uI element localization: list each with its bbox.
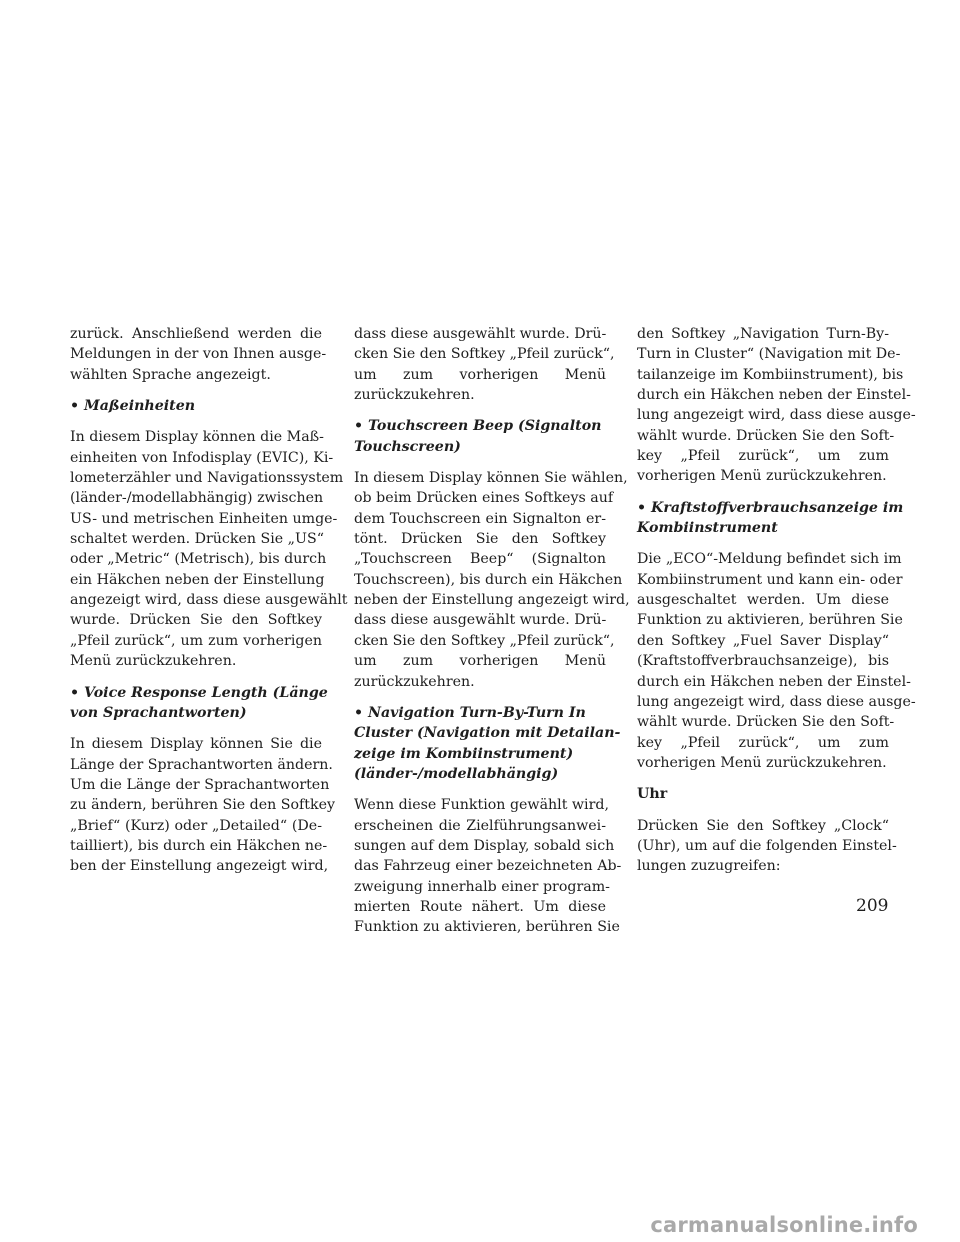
- paragraph-gap: [637, 773, 889, 784]
- text-line: wählt wurde. Drücken Sie den Soft-: [637, 714, 895, 731]
- paragraph-gap: [354, 784, 606, 795]
- text-line: ben der Einstellung angezeigt wird,: [70, 858, 329, 875]
- text-line: vorherigen Menü zurückzukehren.: [637, 468, 887, 485]
- text-line: dass diese ausgewählt wurde. Drü-: [354, 612, 607, 629]
- paragraph-gap: [637, 487, 889, 498]
- text-line: Touchscreen): [354, 438, 461, 455]
- paragraph-gap: [70, 416, 322, 427]
- text-line: zu ändern, berühren Sie den Softkey: [70, 797, 336, 814]
- text-line: wählt wurde. Drücken Sie den Soft-: [637, 427, 895, 444]
- bullet-heading: [70, 396, 322, 416]
- text-line: neben der Einstellung angezeigt wird,: [354, 592, 630, 609]
- paragraph: [70, 734, 336, 876]
- text-line: Kombiinstrument: [637, 520, 778, 537]
- text-line: wählten Sprache angezeigt.: [70, 366, 271, 383]
- text-line: angezeigt wird, dass diese ausgewählt: [70, 592, 348, 609]
- text-line: cken Sie den Softkey „Pfeil zurück“,: [354, 632, 615, 649]
- text-line: Wenn diese Funktion gewählt wird,: [354, 797, 609, 814]
- text-line: Funktion zu aktivieren, berühren Sie: [637, 612, 903, 629]
- text-line: durch ein Häkchen neben der Einstel-: [637, 387, 911, 404]
- text-line: ob beim Drücken eines Softkeys auf: [354, 490, 614, 507]
- text-line: zurückzukehren.: [354, 387, 475, 404]
- text-line: Funktion zu aktivieren, berühren Sie: [354, 919, 620, 936]
- text-line: Länge der Sprachantworten ändern.: [70, 756, 333, 773]
- text-line: den Softkey „Fuel Saver Display“: [637, 632, 889, 649]
- bullet-heading: [70, 683, 328, 724]
- text-line: oder „Metric“ (Metrisch), bis durch: [70, 551, 327, 568]
- text-line: key „Pfeil zurück“, um zum: [637, 734, 889, 751]
- paragraph: [70, 324, 327, 385]
- text-line: Uhr: [637, 786, 668, 803]
- paragraph: [354, 468, 630, 692]
- text-line: Kombiinstrument und kann ein- oder: [637, 571, 903, 588]
- column-left: [70, 324, 348, 877]
- paragraph: [70, 427, 348, 671]
- paragraph-gap: [354, 405, 606, 416]
- text-line: „Brief“ (Kurz) oder „Detailed“ (De-: [70, 817, 322, 834]
- text-line: „Pfeil zurück“, um zum vorherigen: [70, 632, 322, 649]
- text-line: erscheinen die Zielführungsanwei-: [354, 817, 606, 834]
- paragraph: [354, 795, 622, 937]
- text-line: um zum vorherigen Menü: [354, 653, 606, 670]
- text-line: tailliert), bis durch ein Häkchen ne-: [70, 837, 328, 854]
- text-line: sungen auf dem Display, sobald sich: [354, 837, 615, 854]
- text-line: (Kraftstoffverbrauchsanzeige), bis: [637, 653, 889, 670]
- text-line: lometerzähler und Navigationssystem: [70, 470, 344, 487]
- paragraph: [637, 816, 897, 877]
- text-line: zurückzukehren.: [354, 673, 475, 690]
- text-line: (Uhr), um auf die folgenden Einstel-: [637, 837, 897, 854]
- text-line: ein Häkchen neben der Einstellung: [70, 571, 325, 588]
- text-line: Touchscreen), bis durch ein Häkchen: [354, 571, 623, 588]
- text-line: lungen zuzugreifen:: [637, 858, 781, 875]
- text-line: dass diese ausgewählt wurde. Drü-: [354, 326, 607, 342]
- paragraph-gap: [637, 538, 889, 549]
- column-middle: [354, 324, 630, 938]
- text-line: vorherigen Menü zurückzukehren.: [637, 754, 887, 771]
- text-line: Menü zurückzukehren.: [70, 653, 237, 670]
- text-line: Cluster (Navigation mit Detailan-: [354, 725, 621, 742]
- text-line: Drücken Sie den Softkey „Clock“: [637, 817, 889, 834]
- text-line: wurde. Drücken Sie den Softkey: [70, 612, 322, 629]
- paragraph: [354, 324, 615, 405]
- text-line: dem Touchscreen ein Signalton er-: [354, 510, 606, 527]
- page-number: 209: [856, 896, 889, 916]
- paragraph-gap: [354, 692, 606, 703]
- text-line: tönt. Drücken Sie den Softkey: [354, 531, 606, 548]
- paragraph-gap: [70, 672, 322, 683]
- text-line: US- und metrischen Einheiten umge-: [70, 510, 338, 527]
- text-line: zweigung innerhalb einer program-: [354, 878, 610, 895]
- text-line: zurück. Anschließend werden die: [70, 326, 322, 342]
- text-line: Meldungen in der von Ihnen ausge-: [70, 346, 327, 363]
- bullet-heading: [354, 703, 621, 784]
- text-line: zeige im Kombiinstrument): [354, 745, 574, 762]
- text-line: Die „ECO“-Meldung befindet sich im: [637, 551, 902, 568]
- text-line: key „Pfeil zurück“, um zum: [637, 448, 889, 465]
- text-line: schaltet werden. Drücken Sie „US“: [70, 531, 324, 548]
- text-line: von Sprachantworten): [70, 704, 247, 721]
- section-heading: [637, 784, 889, 804]
- text-line: • Touchscreen Beep (Signalton: [354, 418, 602, 435]
- paragraph: [637, 549, 916, 773]
- text-line: • Maßeinheiten: [70, 398, 196, 415]
- bullet-heading: [637, 498, 904, 539]
- text-line: um zum vorherigen Menü: [354, 366, 606, 383]
- text-line: lung angezeigt wird, dass diese ausge-: [637, 693, 916, 710]
- text-line: durch ein Häkchen neben der Einstel-: [637, 673, 911, 690]
- text-line: ausgeschaltet werden. Um diese: [637, 592, 889, 609]
- bullet-heading: [354, 416, 606, 457]
- text-line: lung angezeigt wird, dass diese ausge-: [637, 407, 916, 424]
- text-line: einheiten von Infodisplay (EVIC), Ki-: [70, 449, 334, 466]
- paragraph: [637, 324, 916, 487]
- text-line: • Kraftstoffverbrauchsanzeige im: [637, 499, 904, 516]
- paragraph-gap: [70, 723, 322, 734]
- text-line: den Softkey „Navigation Turn-By-: [637, 326, 889, 342]
- paragraph-gap: [354, 457, 606, 468]
- text-line: In diesem Display können Sie die: [70, 736, 322, 753]
- text-line: Turn in Cluster“ (Navigation mit De-: [637, 346, 901, 363]
- watermark-link[interactable]: carmanualsonline.info: [650, 1213, 918, 1237]
- text-line: „Touchscreen Beep“ (Signalton: [354, 551, 606, 568]
- text-line: (länder-/modellabhängig) zwischen: [70, 490, 324, 507]
- text-line: das Fahrzeug einer bezeichneten Ab-: [354, 858, 622, 875]
- paragraph-gap: [70, 385, 322, 396]
- text-line: • Voice Response Length (Länge: [70, 684, 328, 701]
- paragraph-gap: [637, 805, 889, 816]
- text-line: tailanzeige im Kombiinstrument), bis: [637, 366, 904, 383]
- column-right: [637, 324, 916, 877]
- text-line: cken Sie den Softkey „Pfeil zurück“,: [354, 346, 615, 363]
- text-line: (länder-/modellabhängig): [354, 765, 559, 782]
- text-line: In diesem Display können Sie wählen,: [354, 470, 628, 487]
- text-line: In diesem Display können die Maß-: [70, 429, 324, 446]
- text-line: Um die Länge der Sprachantworten: [70, 776, 330, 793]
- text-line: mierten Route nähert. Um diese: [354, 898, 606, 915]
- text-line: • Navigation Turn-By-Turn In: [354, 704, 586, 721]
